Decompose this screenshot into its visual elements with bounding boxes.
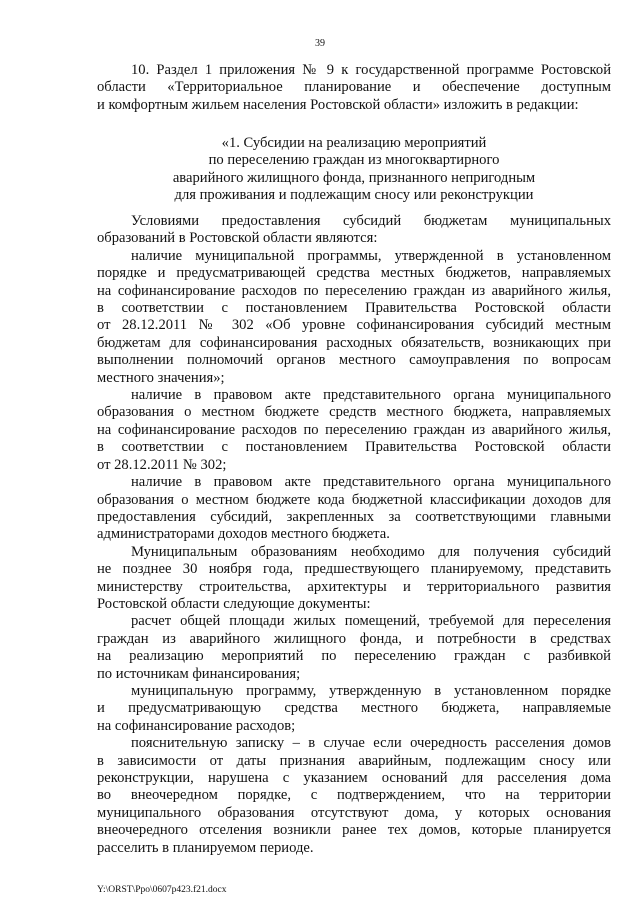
text-line: порядке и предусматривающей средства местных бюджетов, направляемых — [97, 265, 611, 282]
text-line: расселить в планируемом периоде. — [97, 839, 314, 856]
text-line: и комфортным жильем населения Ростовской области» изложить в редакции: — [97, 96, 579, 113]
heading-line: «1. Субсидии на реализацию мероприятий — [221, 135, 487, 151]
text-line: Муниципальным образованиям необходимо для получения субсидий — [131, 543, 611, 560]
text-line: на софинансирование расходов; — [97, 717, 296, 734]
text-line: наличие муниципальной программы, утвержденной в установленном — [131, 247, 611, 264]
text-line: бюджетам для софинансирования расходных обязательств, возникающих при — [97, 334, 611, 351]
text-line: не позднее 30 ноября года, предшествующего планируемому, представить — [97, 561, 611, 578]
heading-line: аварийного жилищного фонда, признанного непригодным — [172, 169, 536, 186]
heading-line: для проживания и подлежащим сносу или реконструкции — [174, 187, 534, 204]
text-line: образований в Ростовской области являются: — [97, 230, 378, 247]
text-line: на софинансирование расходов по переселению граждан из аварийного жилья, — [97, 282, 611, 299]
text-line: Условиями предоставления субсидий бюджетам муниципальных — [131, 213, 611, 229]
body-text — [97, 213, 611, 857]
text-line: министерству строительства, архитектуры и территориального развития — [97, 578, 611, 595]
text-line: администраторами доходов местного бюджета. — [97, 526, 390, 543]
text-line: образования о местном бюджете средств местного бюджета, направляемых — [97, 404, 611, 421]
text-line: Ростовской области следующие документы: — [97, 595, 371, 612]
text-line: выполнении полномочий органов местного самоуправления по вопросам — [97, 352, 611, 369]
text-line: пояснительную записку – в случае если очередность расселения домов — [131, 735, 611, 752]
text-line: расчет общей площади жилых помещений, требуемой для переселения — [131, 613, 611, 630]
text-line: в зависимости от даты признания аварийным, подлежащим сносу или — [97, 752, 611, 769]
text-line: муниципального образования отсутствуют дома, у которых основания — [97, 804, 611, 821]
text-line: от 28.12.2011 № 302; — [97, 456, 227, 473]
page-number: 39 — [315, 38, 325, 49]
text-line: предоставления субсидий, закрепленных за соответствующими главными — [97, 508, 611, 525]
text-line: на реализацию мероприятий по переселению граждан с разбивкой — [97, 648, 611, 665]
text-line: и предусматривающую средства местного бюджета, направляемые — [97, 700, 611, 717]
intro-paragraph — [97, 62, 611, 114]
text-line: муниципальную программу, утвержденную в установленном порядке — [131, 682, 611, 699]
file-path-footer: Y:\ORST\Ppo\0607p423.f21.docx — [97, 885, 227, 895]
text-line: в соответствии с постановлением Правительства Ростовской области — [97, 300, 611, 317]
text-line: наличие в правовом акте представительного органа муниципального — [131, 387, 611, 404]
text-line: местного значения»; — [97, 369, 225, 386]
text-line: области «Территориальное планирование и обеспечение доступным — [97, 79, 611, 96]
text-line: внеочередного отселения возникли ранее тех домов, которые планируется — [97, 822, 611, 839]
text-line: от 28.12.2011 № 302 «Об уровне софинансирования субсидий местным — [97, 317, 611, 334]
text-line: наличие в правовом акте представительного органа муниципального — [131, 474, 611, 491]
text-line: реконструкции, нарушена с указанием оснований для расселения дома — [97, 770, 611, 786]
heading-line: по переселению граждан из многоквартирного — [208, 152, 500, 169]
text-line: образования о местном бюджете кода бюджетной классификации доходов для — [97, 491, 611, 508]
text-line: граждан из аварийного жилищного фонда, и потребности в средствах — [97, 630, 611, 647]
text-line: на софинансирование расходов по переселению граждан из аварийного жилья, — [97, 421, 611, 438]
text-line: 10. Раздел 1 приложения № 9 к государственной программе Ростовской — [131, 62, 611, 78]
text-line: в соответствии с постановлением Правительства Ростовской области — [97, 439, 611, 456]
section-heading — [97, 135, 611, 205]
text-line: по источникам финансирования; — [97, 665, 301, 682]
text-line: во внеочередном порядке, с подтверждением, что на территории — [97, 787, 611, 804]
